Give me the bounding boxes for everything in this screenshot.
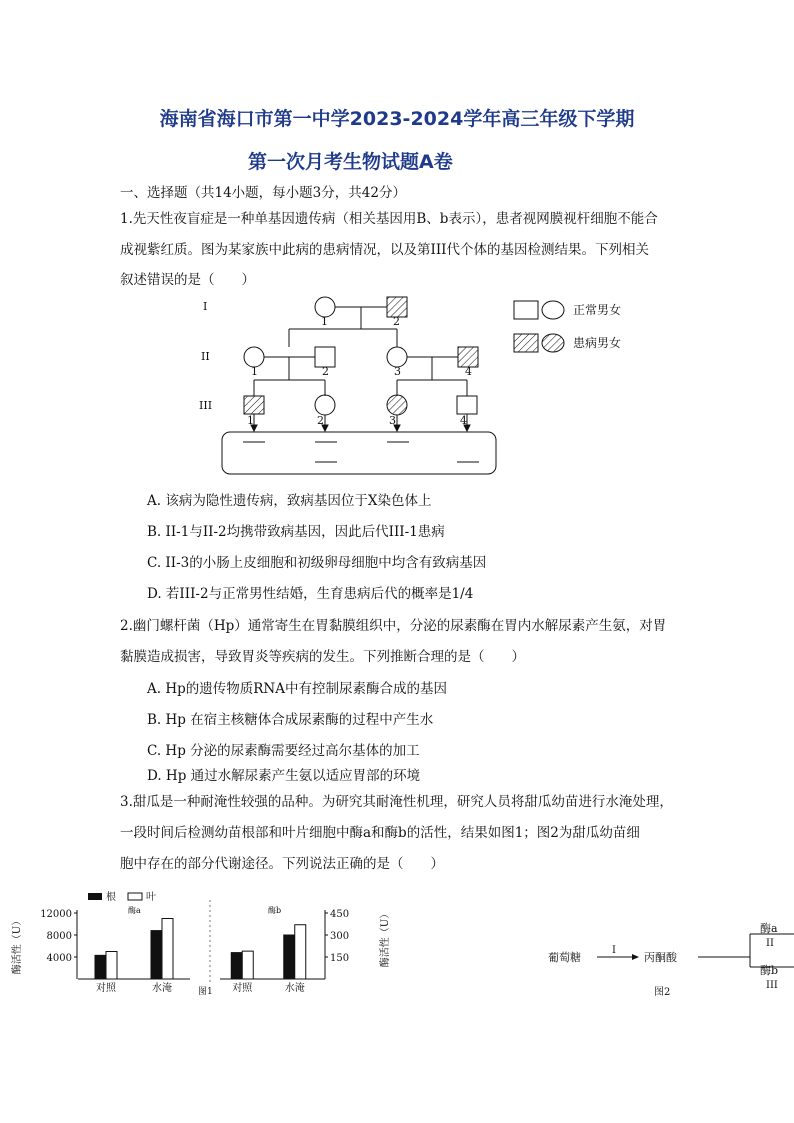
- page-subtitle: 第一次月考生物试题A卷: [248, 151, 453, 173]
- q1-option-a[interactable]: A. 该病为隐性遗传病，致病基因位于X染色体上: [147, 493, 432, 509]
- gene-detection-box: [222, 432, 496, 474]
- legend-affected-female: [542, 334, 564, 352]
- q1-option-b[interactable]: B. II-1与II-2均携带致病基因，因此后代III-1患病: [147, 524, 445, 540]
- legend-affected-male: [514, 334, 538, 352]
- label-III2: 2: [317, 414, 324, 427]
- individual-II3: [387, 347, 407, 367]
- q3-stem-line-1: 3.甜瓜是一种耐淹性较强的品种。为研究其耐淹性机理，研究人员将甜瓜幼苗进行水淹处理，: [120, 794, 673, 810]
- figure-2-caption: 图2: [654, 987, 671, 998]
- q1-stem-line-3: 叙述错误的是（ ）: [120, 272, 255, 288]
- q1-option-d[interactable]: D. 若III-2与正常男性结婚，生育患病后代的概率是1/4: [147, 586, 474, 602]
- label-III3: 3: [389, 414, 396, 427]
- individual-III3: [387, 395, 407, 415]
- legend-leaf-swatch: [128, 893, 142, 900]
- category-label: 对照: [96, 983, 116, 994]
- individual-II2: [315, 347, 335, 367]
- legend-normal-female: [542, 301, 564, 319]
- category-label: 水淹: [284, 983, 305, 994]
- category-label: 对照: [232, 983, 253, 994]
- q2-option-c[interactable]: C. Hp 分泌的尿素酶需要经过高尔基体的加工: [147, 743, 420, 759]
- gen-label-II: II: [201, 350, 210, 363]
- y-tick-label: 150: [330, 953, 350, 964]
- gen-label-I: I: [203, 300, 208, 313]
- legend-leaf-label: 叶: [146, 892, 156, 903]
- legend-normal-label: 正常男女: [573, 303, 622, 317]
- q3-stem-line-3: 胞中存在的部分代谢途径。下列说法正确的是（ ）: [120, 856, 444, 872]
- gen-label-III: III: [199, 399, 213, 412]
- label-I2: 2: [393, 315, 400, 328]
- individual-I1: [315, 297, 335, 317]
- step-III-label: III: [766, 980, 778, 991]
- panel-title: 酶b: [268, 906, 282, 915]
- panel-title: 酶a: [128, 906, 141, 915]
- step-I-label: I: [612, 945, 616, 956]
- legend-root-swatch: [88, 893, 102, 900]
- left-y-axis-label: 酶活性（U）: [12, 915, 23, 975]
- section-heading: 一、选择题（共14小题，每小题3分，共42分）: [120, 185, 406, 201]
- figure-1-caption: 图1: [198, 987, 213, 997]
- q2-stem-line-2: 黏膜造成损害，导致胃炎等疾病的发生。下列推断合理的是（ ）: [120, 649, 525, 665]
- legend-normal-male: [514, 301, 538, 319]
- y-tick-label: 4000: [46, 953, 72, 964]
- label-I1: 1: [321, 315, 328, 328]
- q2-option-a[interactable]: A. Hp的遗传物质RNA中有控制尿素酶合成的基因: [147, 681, 447, 697]
- individual-I2: [387, 297, 407, 317]
- pyruvate-label: 丙酮酸: [644, 951, 677, 964]
- q2-option-b[interactable]: B. Hp 在宿主核糖体合成尿素酶的过程中产生水: [147, 712, 434, 728]
- label-II3: 3: [394, 365, 401, 378]
- q1-option-c[interactable]: C. II-3的小肠上皮细胞和初级卵母细胞中均含有致病基因: [147, 555, 487, 571]
- individual-III2: [315, 395, 335, 415]
- figure-2-pathway: [0, 915, 794, 1000]
- individual-II4: [458, 347, 478, 367]
- pedigree-diagram: [0, 290, 794, 480]
- label-II1: 1: [251, 365, 258, 378]
- y-tick-label: 450: [330, 909, 350, 920]
- q3-stem-line-2: 一段时间后检测幼苗根部和叶片细胞中酶a和酶b的活性，结果如图1；图2为甜瓜幼苗细: [120, 825, 640, 841]
- y-tick-label: 8000: [46, 931, 72, 942]
- q2-option-d[interactable]: D. Hp 通过水解尿素产生氨以适应胃部的环境: [147, 768, 421, 784]
- step-II-label: II: [766, 938, 774, 949]
- legend-affected-label: 患病男女: [573, 336, 622, 350]
- category-label: 水淹: [152, 983, 172, 994]
- glucose-label: 葡萄糖: [548, 951, 581, 964]
- label-III4: 4: [460, 414, 467, 427]
- label-II2: 2: [322, 365, 329, 378]
- enzyme-a-label: 酶a: [760, 922, 778, 935]
- individual-II1: [244, 347, 264, 367]
- q2-stem-line-1: 2.幽门螺杆菌（Hp）通常寄生在胃黏膜组织中，分泌的尿素酶在胃内水解尿素产生氨，对胃: [120, 618, 667, 634]
- y-tick-label: 300: [330, 931, 350, 942]
- individual-III4: [457, 396, 477, 414]
- legend-root-label: 根: [106, 892, 116, 903]
- right-y-axis-label: 酶活性（U）: [380, 908, 391, 968]
- q1-stem-line-2: 成视紫红质。图为某家族中此病的患病情况，以及第III代个体的基因检测结果。下列相关: [120, 242, 649, 258]
- label-III1: 1: [247, 414, 254, 427]
- y-tick-label: 12000: [40, 909, 72, 920]
- individual-III1: [244, 396, 264, 414]
- enzyme-b-label: 酶b: [760, 964, 779, 977]
- label-II4: 4: [465, 365, 472, 378]
- page-title: 海南省海口市第一中学2023-2024学年高三年级下学期: [159, 108, 635, 130]
- q1-stem-line-1: 1.先天性夜盲症是一种单基因遗传病（相关基因用B、b表示），患者视网膜视杆细胞不能合: [120, 211, 658, 227]
